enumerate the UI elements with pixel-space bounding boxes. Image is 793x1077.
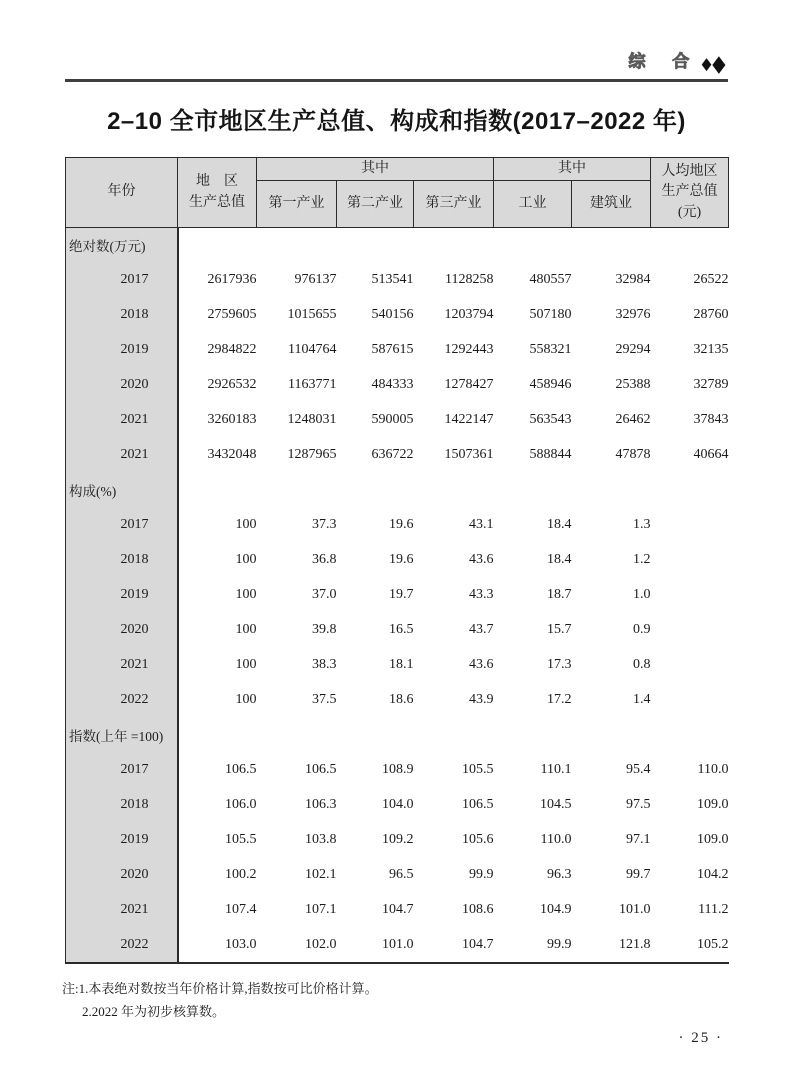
table-row	[66, 368, 729, 403]
header-group-of-which-1: 其中	[257, 158, 494, 181]
header-per-capita	[651, 158, 729, 228]
value-cell	[651, 683, 729, 718]
empty-cell	[572, 473, 651, 508]
value-cell: 103.8	[305, 832, 337, 847]
value-cell: 100	[235, 517, 257, 532]
header-group-of-which-2: 其中	[494, 158, 651, 181]
value-cell: 540156	[371, 307, 414, 322]
value-cell: 1104764	[288, 342, 337, 357]
section-label: 指数(上年 =100)	[66, 718, 178, 753]
value-cell: 105.5	[462, 762, 494, 777]
value-cell: 100	[235, 587, 257, 602]
value-cell: 105.5	[225, 832, 257, 847]
table-row	[66, 263, 729, 298]
value-cell: 101.0	[337, 928, 414, 963]
value-cell: 16.5	[389, 622, 414, 637]
value-cell: 1.3	[633, 517, 651, 532]
value-cell: 1278427	[444, 377, 494, 392]
value-cell: 36.8	[312, 552, 337, 567]
value-cell: 32135	[693, 342, 729, 357]
value-cell: 105.6	[462, 832, 494, 847]
value-cell: 96.3	[547, 867, 572, 882]
value-cell: 1.4	[633, 692, 651, 707]
table-row	[66, 543, 729, 578]
value-cell: 106.5	[305, 762, 337, 777]
value-cell: 43.9	[469, 692, 494, 707]
value-cell: 102.0	[257, 928, 337, 963]
table-row	[66, 928, 729, 963]
diamond-large-icon: ◆	[712, 51, 726, 76]
value-cell: 3432048	[207, 447, 257, 462]
value-cell: 40664	[693, 447, 729, 462]
empty-cell	[414, 473, 494, 508]
year-cell: 2020	[66, 858, 178, 893]
table-row	[66, 648, 729, 683]
value-cell: 588844	[529, 447, 572, 462]
year-cell: 2019	[66, 333, 178, 368]
value-cell: 1.2	[633, 552, 651, 567]
value-cell: 99.9	[469, 867, 494, 882]
value-cell: 43.7	[469, 622, 494, 637]
running-head	[65, 48, 728, 82]
table-row	[66, 298, 729, 333]
value-cell: 1128258	[445, 272, 494, 287]
section-label-row	[66, 718, 729, 753]
note-line-1: 注:1.本表绝对数按当年价格计算,指数按可比价格计算。	[62, 981, 378, 996]
value-cell: 1292443	[444, 342, 494, 357]
empty-cell	[178, 228, 257, 263]
value-cell: 106.5	[225, 762, 257, 777]
value-cell	[651, 543, 729, 578]
value-cell: 37843	[693, 412, 729, 427]
value-cell: 32984	[615, 272, 651, 287]
value-cell	[651, 578, 729, 613]
year-cell: 2019	[66, 823, 178, 858]
year-cell: 2019	[66, 578, 178, 613]
header-gdp-line1: 地 区	[196, 174, 238, 190]
year-cell: 2021	[66, 648, 178, 683]
value-cell: 1422147	[444, 412, 494, 427]
value-cell: 17.3	[547, 657, 572, 672]
value-cell: 32976	[615, 307, 651, 322]
empty-cell	[414, 718, 494, 753]
value-cell: 43.1	[469, 517, 494, 532]
table-body	[66, 228, 729, 963]
year-cell: 2021	[66, 438, 178, 473]
value-cell: 29294	[615, 342, 651, 357]
value-cell: 102.1	[305, 867, 337, 882]
value-cell	[651, 508, 729, 543]
value-cell: 1287965	[287, 447, 337, 462]
year-cell: 2020	[66, 613, 178, 648]
value-cell: 15.7	[547, 622, 572, 637]
value-cell: 18.6	[389, 692, 414, 707]
table-row	[66, 613, 729, 648]
diamond-small-icon: ◆	[701, 54, 712, 73]
value-cell: 100	[235, 692, 257, 707]
value-cell: 3260183	[207, 412, 257, 427]
value-cell: 101.0	[619, 902, 651, 917]
value-cell: 590005	[371, 412, 414, 427]
empty-cell	[178, 718, 257, 753]
value-cell: 19.6	[389, 552, 414, 567]
page-number: · 25 ·	[678, 1030, 723, 1046]
value-cell: 109.0	[697, 832, 729, 847]
section-label-row	[66, 228, 729, 263]
empty-cell	[651, 718, 729, 753]
value-cell: 976137	[294, 272, 337, 287]
value-cell: 19.7	[389, 587, 414, 602]
empty-cell	[572, 228, 651, 263]
table-header	[66, 158, 729, 228]
value-cell	[651, 613, 729, 648]
empty-cell	[651, 473, 729, 508]
value-cell: 96.5	[389, 867, 414, 882]
value-cell: 558321	[529, 342, 572, 357]
value-cell: 111.2	[698, 902, 729, 917]
value-cell: 106.5	[462, 797, 494, 812]
value-cell: 18.4	[547, 517, 572, 532]
year-cell: 2020	[66, 368, 178, 403]
value-cell: 104.5	[540, 797, 572, 812]
empty-cell	[337, 718, 414, 753]
value-cell: 109.0	[697, 797, 729, 812]
value-cell: 107.4	[225, 902, 257, 917]
empty-cell	[494, 718, 572, 753]
empty-cell	[337, 473, 414, 508]
table-row	[66, 578, 729, 613]
section-label-row	[66, 473, 729, 508]
value-cell: 37.0	[312, 587, 337, 602]
table-row	[66, 858, 729, 893]
value-cell: 110.0	[697, 762, 729, 777]
note-line-2: 2.2022 年为初步核算数。	[82, 1004, 226, 1019]
value-cell: 2926532	[207, 377, 257, 392]
value-cell: 26522	[693, 272, 729, 287]
value-cell: 18.7	[547, 587, 572, 602]
value-cell: 25388	[615, 377, 651, 392]
empty-cell	[651, 228, 729, 263]
running-head-label: 综 合	[628, 52, 701, 71]
year-cell: 2017	[66, 263, 178, 298]
empty-cell	[178, 473, 257, 508]
value-cell: 110.1	[540, 762, 572, 777]
value-cell: 100	[235, 552, 257, 567]
value-cell: 17.2	[547, 692, 572, 707]
year-cell: 2017	[66, 508, 178, 543]
section-label: 绝对数(万元)	[66, 228, 178, 263]
value-cell: 587615	[371, 342, 414, 357]
value-cell: 100	[235, 657, 257, 672]
value-cell: 513541	[371, 272, 414, 287]
value-cell: 110.0	[540, 832, 572, 847]
value-cell: 28760	[693, 307, 729, 322]
empty-cell	[257, 473, 337, 508]
header-tertiary-industry: 第三产业	[414, 181, 494, 228]
value-cell: 43.6	[469, 552, 494, 567]
header-primary-industry: 第一产业	[257, 181, 337, 228]
value-cell: 108.6	[462, 902, 494, 917]
empty-cell	[572, 718, 651, 753]
value-cell: 106.0	[225, 797, 257, 812]
year-cell: 2021	[66, 403, 178, 438]
empty-cell	[337, 228, 414, 263]
value-cell: 100.2	[225, 867, 257, 882]
header-per-capita-line2: 生产总值(元)	[661, 184, 718, 220]
year-cell: 2018	[66, 298, 178, 333]
header-secondary-industry: 第二产业	[337, 181, 414, 228]
table-row	[66, 753, 729, 788]
value-cell: 104.7	[414, 928, 494, 963]
value-cell: 38.3	[312, 657, 337, 672]
empty-cell	[257, 228, 337, 263]
statistics-table	[65, 157, 729, 964]
year-cell: 2022	[66, 683, 178, 718]
value-cell: 1015655	[287, 307, 337, 322]
value-cell: 2984822	[207, 342, 257, 357]
year-cell: 2021	[66, 893, 178, 928]
value-cell: 19.6	[389, 517, 414, 532]
header-per-capita-line1: 人均地区	[661, 164, 718, 180]
header-gdp	[178, 158, 257, 228]
table-row	[66, 438, 729, 473]
table-row	[66, 683, 729, 718]
value-cell	[651, 648, 729, 683]
empty-cell	[257, 718, 337, 753]
value-cell: 18.4	[547, 552, 572, 567]
value-cell: 458946	[529, 377, 572, 392]
header-gdp-line2: 生产总值	[189, 194, 245, 210]
value-cell: 37.3	[312, 517, 337, 532]
value-cell: 103.0	[178, 928, 257, 963]
year-cell: 2018	[66, 543, 178, 578]
value-cell: 0.9	[633, 622, 651, 637]
value-cell: 100	[235, 622, 257, 637]
value-cell: 563543	[529, 412, 572, 427]
value-cell: 104.7	[382, 902, 414, 917]
value-cell: 99.7	[626, 867, 651, 882]
value-cell: 1507361	[444, 447, 494, 462]
empty-cell	[414, 228, 494, 263]
value-cell: 2759605	[207, 307, 257, 322]
value-cell: 2617936	[207, 272, 257, 287]
year-cell: 2022	[66, 928, 178, 963]
year-cell: 2018	[66, 788, 178, 823]
value-cell: 43.3	[469, 587, 494, 602]
header-year: 年份	[66, 158, 178, 228]
value-cell: 18.1	[389, 657, 414, 672]
value-cell: 1248031	[287, 412, 337, 427]
table-row	[66, 788, 729, 823]
value-cell: 0.8	[633, 657, 651, 672]
value-cell: 507180	[529, 307, 572, 322]
value-cell: 480557	[529, 272, 572, 287]
value-cell: 104.9	[540, 902, 572, 917]
section-label: 构成(%)	[66, 473, 178, 508]
value-cell: 43.6	[469, 657, 494, 672]
value-cell: 1.0	[633, 587, 651, 602]
value-cell: 121.8	[572, 928, 651, 963]
table-row	[66, 823, 729, 858]
value-cell: 47878	[615, 447, 651, 462]
value-cell: 104.2	[697, 867, 729, 882]
value-cell: 107.1	[305, 902, 337, 917]
value-cell: 32789	[693, 377, 729, 392]
value-cell: 39.8	[312, 622, 337, 637]
header-construction: 建筑业	[572, 181, 651, 228]
value-cell: 105.2	[651, 928, 729, 963]
empty-cell	[494, 473, 572, 508]
value-cell: 99.9	[494, 928, 572, 963]
value-cell: 37.5	[312, 692, 337, 707]
table-row	[66, 893, 729, 928]
table-row	[66, 508, 729, 543]
value-cell: 95.4	[626, 762, 651, 777]
value-cell: 97.1	[626, 832, 651, 847]
table-row	[66, 403, 729, 438]
value-cell: 26462	[615, 412, 651, 427]
value-cell: 1203794	[444, 307, 494, 322]
value-cell: 108.9	[382, 762, 414, 777]
value-cell: 104.0	[382, 797, 414, 812]
table-row	[66, 333, 729, 368]
header-industry: 工业	[494, 181, 572, 228]
value-cell: 484333	[371, 377, 414, 392]
value-cell: 109.2	[382, 832, 414, 847]
value-cell: 1163771	[288, 377, 337, 392]
empty-cell	[494, 228, 572, 263]
table-notes	[62, 977, 662, 1023]
value-cell: 97.5	[626, 797, 651, 812]
page-title: 2–10 全市地区生产总值、构成和指数(2017–2022 年)	[107, 108, 686, 135]
year-cell: 2017	[66, 753, 178, 788]
value-cell: 636722	[371, 447, 414, 462]
value-cell: 106.3	[305, 797, 337, 812]
